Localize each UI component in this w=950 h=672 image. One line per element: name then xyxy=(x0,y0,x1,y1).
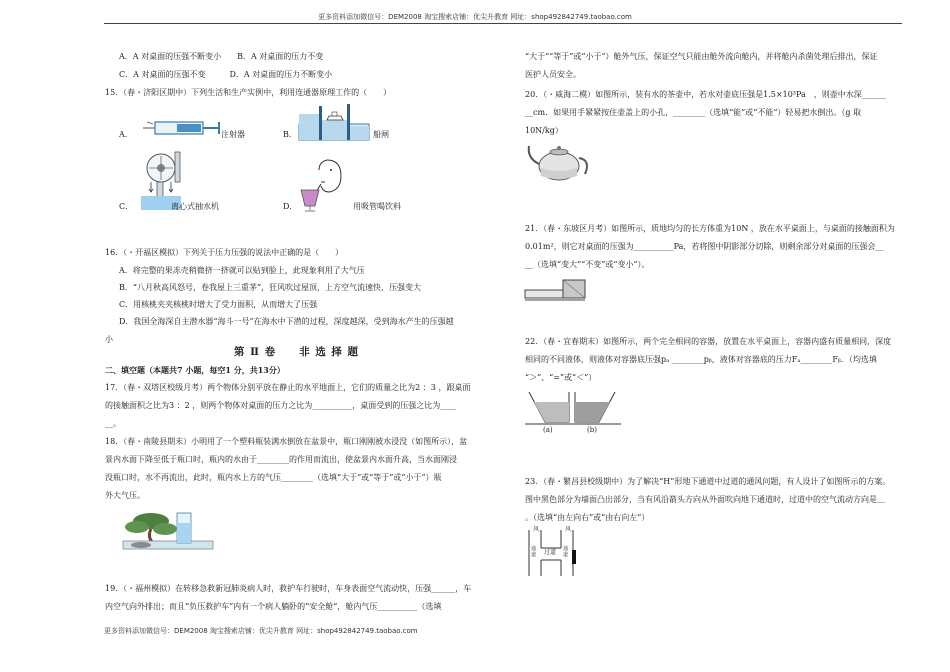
q21-line1: 21．（春・东坡区月考）如图所示，质地均匀的长方体重为10N ，放在水平桌面上，与桌面的接触面积为 xyxy=(525,224,895,233)
q23-wind-left: 风 xyxy=(533,526,540,533)
section2-heading: 二、填空题（本题共7 小题，每空1 分，共13分） xyxy=(105,365,285,375)
q18-line1: 18．（春・南陵县期末）小明用了一个塑料瓶装满水倒放在盆景中，瓶口刚刚被水浸没（如图所示），盆 xyxy=(105,437,468,446)
q15-d-label: 用吸管喝饮料 xyxy=(353,202,401,211)
q16-option-c: C．用核桃夹夹核桃时增大了受力面积，从而增大了压强 xyxy=(119,300,318,309)
q20-line3: 10N/kg） xyxy=(525,126,563,135)
q15-option-c: C． xyxy=(119,202,134,211)
q23-wind-right: 风 xyxy=(565,526,572,533)
q19-line4: 医护人员安全。 xyxy=(525,70,581,79)
q15-a-label: 注射器 xyxy=(221,130,245,139)
q23-line2: 图中黑色部分为墙面凸出部分，当有风沿箭头方向从外面吹向地下通道时，过道中的空气流动方向是＿ xyxy=(525,495,885,504)
q23-line3: 。（选填“由左向右”或“由右向左”） xyxy=(525,513,650,522)
page-header: 更多资料添加微信号：DEM2008 淘宝搜索店铺：优尖升教育 网址：shop492842749.taobao.com xyxy=(318,13,632,21)
q17-line3: __。 xyxy=(105,419,121,428)
q20-line1: 20．（・威海二模）如图所示，装有水的茶壶中，若水对壶底压强是1.5×10³Pa ，则壶中水深______ xyxy=(525,90,886,99)
q18-line3: 没瓶口时，水不再流出，此时，瓶内水上方的气压________（选填“大于”或“等于”或“小于”）瓶 xyxy=(105,473,442,482)
q17-line2: 的接触面积之比为3 ：2 ，则两个物体对桌面的压力之比为__________，桌面受到的压强之比为____ xyxy=(105,401,457,410)
q23-line1: 23．（春・繁昌县校级期中）为了解决“H”形地下通道中过道的通风问题，有人设计了如图所示的方案。 xyxy=(525,477,891,486)
ship-lock-figure xyxy=(299,100,369,140)
bonsai-bottle-figure xyxy=(121,507,217,553)
q16-option-b: B．“八月秋高风怒号，卷我屋上三重茅”，狂风吹过屋顶，上方空气流速快，压强变大 xyxy=(119,283,422,292)
q14-options-cd: C．A 对桌面的压强不变 D．A 对桌面的压力不断变小 xyxy=(119,70,333,79)
q23-channel-right: 通道 xyxy=(563,546,569,558)
q16-stem: 16．（・开福区模拟）下列关于压力压强的说法中正确的是（ ） xyxy=(105,248,344,257)
q16-option-d-line2: 小 xyxy=(105,335,113,344)
q18-line4: 外大气压。 xyxy=(105,491,145,500)
q15-option-d: D． xyxy=(283,202,298,211)
q15-option-b: B． xyxy=(283,130,297,139)
block-on-table-figure xyxy=(525,280,587,302)
q15-b-label: 船闸 xyxy=(373,130,389,139)
q19-line3: “大于”“等于”或“小于”）舱外气压，保证空气只能由舱外流向舱内，并将舱内杀菌处理后排出，保证 xyxy=(525,52,878,61)
q15-c-label: 离心式抽水机 xyxy=(171,202,219,211)
q15-stem: 15．（春・济阳区期中）下列生活和生产实例中，利用连通器原理工作的（ ） xyxy=(105,88,392,97)
q21-line2: 0.01m²，则它对桌面的压强为__________Pa，若将图中阴影部分切除，则剩余部分对桌面的压强会__ xyxy=(525,242,884,251)
q17-line1: 17．（春・双塔区校级月考）两个物体分别平放在静止的水平地面上，它们的质量之比为2 ：3 ，跟桌面 xyxy=(105,383,471,392)
q22-fig-a-label: (a) xyxy=(543,426,553,434)
q20-line2: __cm．如果用手紧紧按住壶盖上的小孔，________（选填“能”或“不能”）轻易把水倒出。（g 取 xyxy=(525,108,862,117)
header-rule xyxy=(104,23,902,24)
q19-line2: 内空气向外排出；而且“负压救护车”内有一个病人躺卧的“安全舱”，舱内气压__________（选填 xyxy=(105,602,442,611)
q21-line3: __（选填“变大”“不变”或“变小”）。 xyxy=(525,260,650,269)
q22-line1: 22．（春・宜春期末）如图所示，两个完全相同的容器，放置在水平桌面上，容器内盛有质量相同，深度 xyxy=(525,337,892,346)
q22-line2: 相同的不同液体，则液体对容器底压强pₐ ________pᵦ，液体对容器底的压力Fₐ________Fᵦ．（均选填 xyxy=(525,355,877,364)
section-title: 第 Ⅱ 卷 非 选 择 题 xyxy=(233,346,360,358)
q14-options-ab: A．A 对桌面的压强不断变小 B．A 对桌面的压力不变 xyxy=(119,52,324,61)
syringe-figure xyxy=(143,116,223,138)
q18-line2: 景内水面下降至低于瓶口时，瓶内的水由于________的作用而流出，使盆景内水面升高，当水面刚浸 xyxy=(105,455,457,464)
teapot-figure xyxy=(525,140,593,182)
page-footer: 更多资料添加微信号：DEM2008 淘宝搜索店铺：优尖升教育 网址：shop492842749.taobao.com xyxy=(104,627,418,635)
q22-fig-b-label: (b) xyxy=(587,426,597,434)
q23-corridor-label: 过道 xyxy=(544,549,557,556)
containers-ab-figure xyxy=(525,390,623,426)
q15-option-a: A． xyxy=(119,130,133,139)
q23-channel-left: 通道 xyxy=(531,546,537,558)
straw-drinking-figure xyxy=(297,156,347,212)
q22-line3: “＞”、“=”或“＜”） xyxy=(525,373,597,382)
q16-option-a: A．将完整的果冻壳稍微挤一挤就可以贴到脸上，此现象利用了大气压 xyxy=(119,266,365,275)
q19-line1: 19．（・福州模拟）在转移急救新冠肺炎病人时，救护车行驶时，车身表面空气流动快，压强______，车 xyxy=(105,584,472,593)
q16-option-d-line1: D．我国全海深自主潜水器“海斗一号”在海水中下潜的过程，深度越深，受到海水产生的压强越 xyxy=(119,317,454,326)
